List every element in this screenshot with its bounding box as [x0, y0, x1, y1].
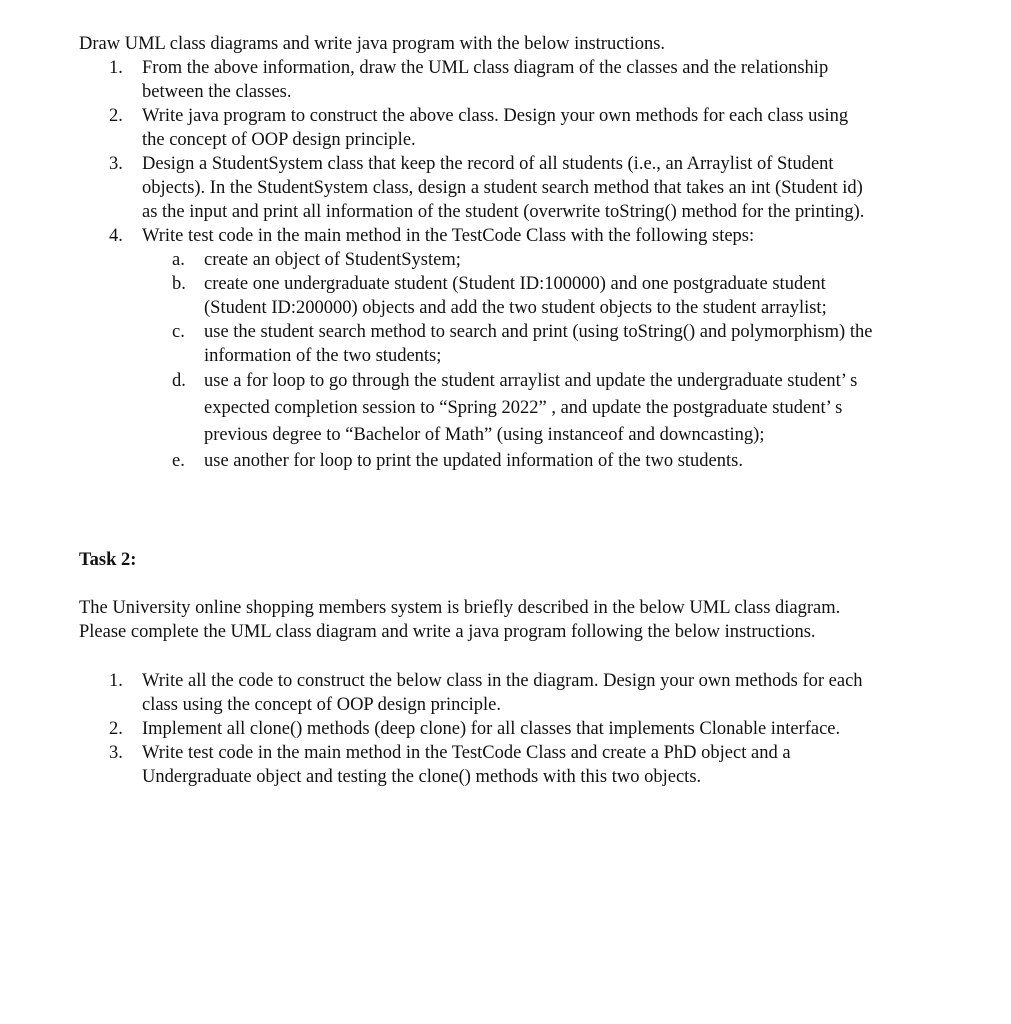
- task2-item-1: [79, 669, 979, 717]
- task1-section: [79, 32, 979, 473]
- item-line: Write test code in the main method in the TestCode Class and create a PhD object and a: [142, 743, 791, 763]
- item-line: From the above information, draw the UML class diagram of the classes and the relationship: [142, 58, 829, 78]
- item-line: Undergraduate object and testing the clone() methods with this two objects.: [142, 767, 702, 787]
- task2-heading: Task 2:: [79, 550, 137, 570]
- item-number: 3.: [109, 154, 123, 174]
- item-number: 2.: [109, 719, 123, 739]
- item-line: as the input and print all information of the student (overwrite toString() method for the printing).: [142, 202, 865, 222]
- task1-item-2: [79, 104, 979, 152]
- item-number: 4.: [109, 226, 123, 246]
- task1-item-4: [79, 224, 979, 248]
- task1-item-1: [79, 56, 979, 104]
- task1-subitem-b: [79, 272, 979, 320]
- item-line: objects). In the StudentSystem class, design a student search method that takes an int (Student id): [142, 178, 863, 198]
- item-number: 3.: [109, 743, 123, 763]
- task1-subitem-d: [79, 368, 979, 449]
- subitem-letter: a.: [172, 250, 185, 270]
- item-line: Design a StudentSystem class that keep the record of all students (i.e., an Arraylist of Student: [142, 154, 834, 174]
- subitem-line: use the student search method to search and print (using toString() and polymorphism) the: [204, 322, 873, 342]
- subitem-letter: c.: [172, 322, 185, 342]
- subitem-letter: b.: [172, 274, 186, 294]
- task1-subitem-a: [79, 248, 979, 272]
- item-number: 1.: [109, 671, 123, 691]
- item-line: Implement all clone() methods (deep clone) for all classes that implements Clonable interface.: [142, 719, 841, 739]
- task2-intro-line: Please complete the UML class diagram and write a java program following the below instructions.: [79, 622, 816, 642]
- subitem-line: expected completion session to “Spring 2022” , and update the postgraduate student’ s: [204, 398, 843, 418]
- subitem-line: use a for loop to go through the student arraylist and update the undergraduate student’ s: [204, 371, 858, 391]
- task2-item-3: [79, 741, 979, 789]
- task2-list: [79, 669, 979, 789]
- task1-subitem-e: [79, 449, 979, 473]
- task2-item-2: [79, 717, 979, 741]
- item-number: 1.: [109, 58, 123, 78]
- subitem-letter: e.: [172, 451, 185, 471]
- task2-intro-line: The University online shopping members system is briefly described in the below UML class diagram.: [79, 598, 841, 618]
- subitem-line: create one undergraduate student (Student ID:100000) and one postgraduate student: [204, 274, 826, 294]
- subitem-line: create an object of StudentSystem;: [204, 250, 461, 270]
- subitem-line: previous degree to “Bachelor of Math” (using instanceof and downcasting);: [204, 425, 765, 445]
- item-line: between the classes.: [142, 82, 292, 102]
- task2-intro: [79, 596, 979, 644]
- subitem-line: (Student ID:200000) objects and add the two student objects to the student arraylist;: [204, 298, 827, 318]
- task1-item-3: [79, 152, 979, 224]
- task1-subitem-c: [79, 320, 979, 368]
- task1-intro: Draw UML class diagrams and write java program with the below instructions.: [79, 34, 666, 54]
- item-line: the concept of OOP design principle.: [142, 130, 416, 150]
- item-line: class using the concept of OOP design principle.: [142, 695, 501, 715]
- item-number: 2.: [109, 106, 123, 126]
- item-line: Write all the code to construct the below class in the diagram. Design your own methods for each: [142, 671, 863, 691]
- subitem-letter: d.: [172, 371, 186, 391]
- subitem-line: information of the two students;: [204, 346, 442, 366]
- item-line: Write java program to construct the above class. Design your own methods for each class using: [142, 106, 849, 126]
- subitem-line: use another for loop to print the updated information of the two students.: [204, 451, 743, 471]
- item-line: Write test code in the main method in the TestCode Class with the following steps:: [142, 226, 755, 246]
